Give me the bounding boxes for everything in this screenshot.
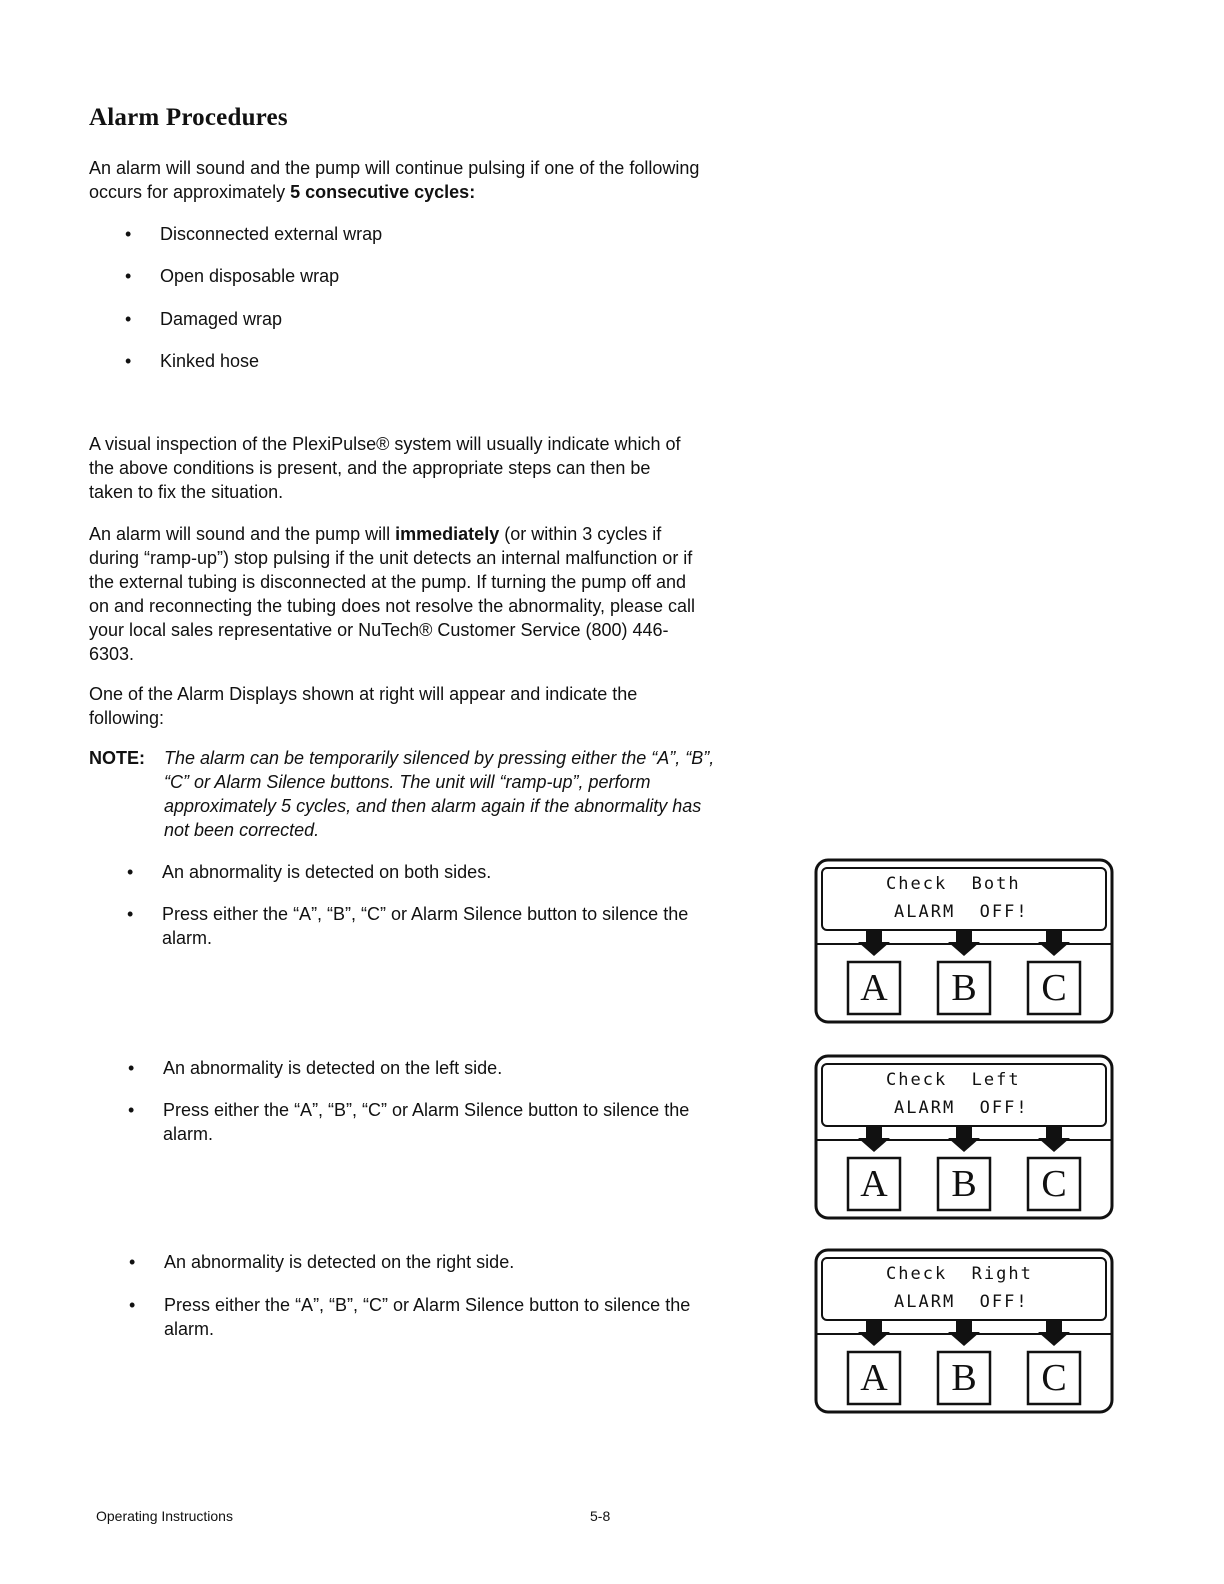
bullet-icon: • bbox=[125, 224, 132, 244]
bullet-icon: • bbox=[129, 1252, 136, 1272]
arrow-down-icon bbox=[858, 1320, 890, 1346]
lcd-line-2: ALARM OFF! bbox=[894, 1292, 1029, 1312]
bullet-icon: • bbox=[127, 904, 134, 924]
condition-text: Disconnected external wrap bbox=[160, 224, 383, 244]
case-detected-text: An abnormality is detected on the right side. bbox=[164, 1252, 515, 1272]
intro-text: An alarm will sound and the pump will continue pulsing if one of the following occurs for approximately bbox=[89, 158, 700, 202]
alarm-display-right bbox=[814, 1248, 1114, 1414]
case-action-text: Press either the “A”, “B”, “C” or Alarm Silence button to silence the alarm. bbox=[162, 904, 689, 948]
lcd-line-1: Check Right bbox=[886, 1264, 1033, 1284]
key-b-button[interactable]: B bbox=[951, 967, 977, 1009]
lcd-line-1: Check Both bbox=[886, 874, 1021, 894]
condition-text: Open disposable wrap bbox=[160, 266, 340, 286]
arrow-down-icon bbox=[858, 930, 890, 956]
condition-text: Kinked hose bbox=[160, 351, 260, 371]
note-label: NOTE: bbox=[89, 748, 145, 768]
bullet-icon: • bbox=[127, 862, 134, 882]
visual-inspection-paragraph: A visual inspection of the PlexiPulse® system will usually indicate which of the above conditions is present, and the appropriate steps can then be taken to fix the situation. bbox=[89, 434, 681, 502]
arrow-down-icon bbox=[858, 1126, 890, 1152]
key-a-button[interactable]: A bbox=[860, 1357, 888, 1399]
immediate-alarm-text-rest: (or within 3 cycles if during “ramp-up”) stop pulsing if the unit detects an internal malfunction or if the external tubing is disconnected at the pump. If turning the pump off and on and reconnecting the tubing does not resolve the abnormality, please call your local sales representative or NuTech® Customer Service (800) 446-6303. bbox=[89, 524, 696, 664]
arrow-down-icon bbox=[1038, 1320, 1070, 1346]
key-b-button[interactable]: B bbox=[951, 1163, 977, 1205]
lcd-line-1: Check Left bbox=[886, 1070, 1021, 1090]
note-text: The alarm can be temporarily silenced by pressing either the “A”, “B”, “C” or Alarm Silence buttons. The unit will “ramp-up”, perform approximately 5 cycles, and then alarm again if the abnormality has not been corrected. bbox=[164, 748, 715, 840]
alarm-display-left bbox=[814, 1054, 1114, 1220]
page-number: 5-8 bbox=[590, 1508, 611, 1524]
condition-text: Damaged wrap bbox=[160, 309, 283, 329]
case-detected-text: An abnormality is detected on the left side. bbox=[163, 1058, 503, 1078]
key-b-button[interactable]: B bbox=[951, 1357, 977, 1399]
case-action-text: Press either the “A”, “B”, “C” or Alarm Silence button to silence the alarm. bbox=[164, 1295, 691, 1339]
bullet-icon: • bbox=[125, 266, 132, 286]
immediate-alarm-paragraph bbox=[89, 522, 709, 666]
arrow-down-icon bbox=[948, 930, 980, 956]
bullet-icon: • bbox=[125, 351, 132, 371]
bullet-icon: • bbox=[129, 1295, 136, 1315]
case-detected-text: An abnormality is detected on both sides. bbox=[162, 862, 492, 882]
arrow-down-icon bbox=[1038, 930, 1070, 956]
alarm-display-both bbox=[814, 858, 1114, 1024]
intro-bold: 5 consecutive cycles: bbox=[290, 182, 476, 202]
immediate-bold: immediately bbox=[395, 524, 500, 544]
case-action-text: Press either the “A”, “B”, “C” or Alarm Silence button to silence the alarm. bbox=[163, 1100, 690, 1144]
intro-paragraph bbox=[89, 156, 729, 204]
displays-intro-paragraph: One of the Alarm Displays shown at right will appear and indicate the following: bbox=[89, 684, 638, 728]
key-a-button[interactable]: A bbox=[860, 967, 888, 1009]
key-c-button[interactable]: C bbox=[1041, 1163, 1067, 1205]
bullet-icon: • bbox=[125, 309, 132, 329]
key-c-button[interactable]: C bbox=[1041, 1357, 1067, 1399]
key-c-button[interactable]: C bbox=[1041, 967, 1067, 1009]
bullet-icon: • bbox=[128, 1100, 135, 1120]
arrow-down-icon bbox=[948, 1320, 980, 1346]
immediate-alarm-text: An alarm will sound and the pump will bbox=[89, 524, 396, 544]
arrow-down-icon bbox=[1038, 1126, 1070, 1152]
footer-left: Operating Instructions bbox=[96, 1508, 233, 1524]
lcd-line-2: ALARM OFF! bbox=[894, 1098, 1029, 1118]
page-title: Alarm Procedures bbox=[89, 104, 288, 131]
bullet-icon: • bbox=[128, 1058, 135, 1078]
key-a-button[interactable]: A bbox=[860, 1163, 888, 1205]
lcd-line-2: ALARM OFF! bbox=[894, 902, 1029, 922]
arrow-down-icon bbox=[948, 1126, 980, 1152]
